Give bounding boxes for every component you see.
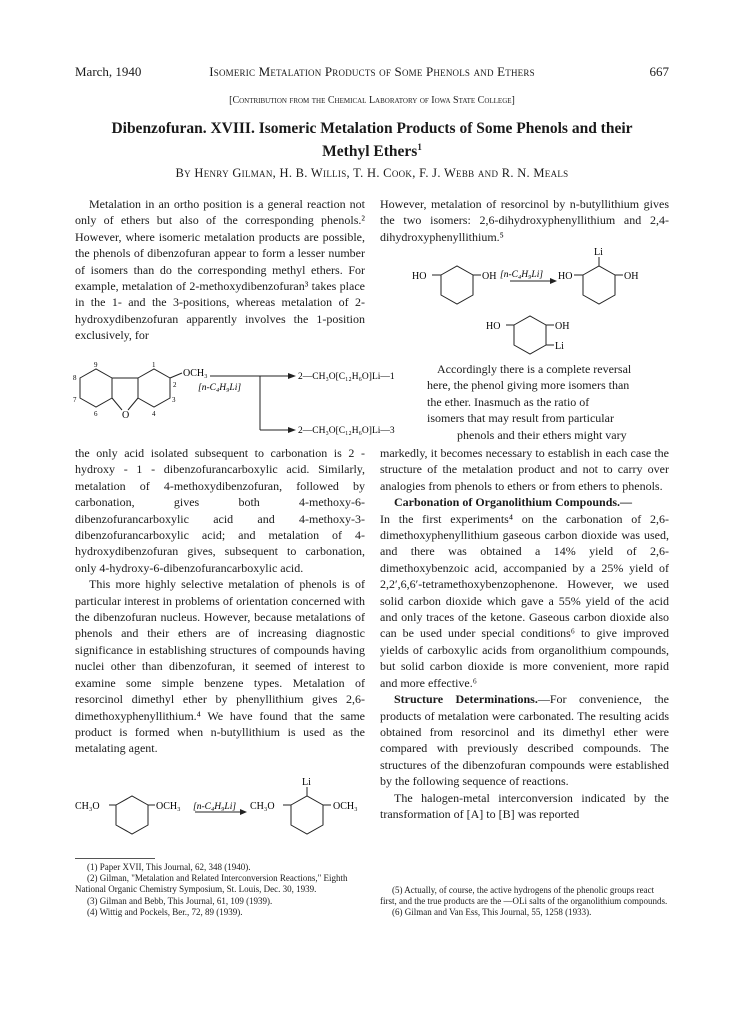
- ring-oxygen: O: [122, 410, 130, 421]
- product-methoxy-left: CH₃O: [250, 801, 275, 812]
- product-b-hydroxy-right: OH: [555, 321, 570, 332]
- product-3-lithio: 2—CH₃O[C₁₂H₆O]Li—3: [298, 426, 395, 436]
- reagent-label: [n-C₄H₉Li]: [500, 270, 544, 280]
- product-1-lithio: 2—CH₃O[C₁₂H₆O]Li—1: [298, 372, 395, 382]
- right-footnotes: [380, 885, 669, 919]
- author-line: By Henry Gilman, H. B. Willis, T. H. Cook, F. J. Webb and R. N. Meals: [175, 166, 569, 180]
- product-a-hydroxy-left: HO: [558, 271, 573, 282]
- methoxy-label: OCH₃: [183, 368, 208, 379]
- heading-carbonation: Carbonation of Organolithium Compounds.—: [394, 495, 633, 510]
- right-wrap-block: [427, 361, 669, 443]
- title-line-2: Methyl Ethers$^1$: [322, 142, 422, 161]
- wrap-line-1: Accordingly there is a complete reversal: [437, 362, 632, 376]
- heading-structure: Structure Determinations.: [394, 692, 538, 707]
- right-column-part1: [380, 196, 669, 245]
- position-9: 9: [94, 361, 98, 369]
- left-column-part2: [75, 445, 365, 757]
- title-footnote-mark: 1: [417, 142, 422, 152]
- ether-ring: [116, 796, 148, 834]
- lithiated-resorcinol-ring-b: [514, 316, 546, 354]
- product-b-lithium: Li: [555, 341, 564, 352]
- product-a-lithium: Li: [594, 247, 603, 258]
- left-benzene-ring: [80, 369, 112, 407]
- running-title: Isomeric Metalation Products of Some Phenols and Ethers: [209, 64, 535, 79]
- resorcinol-ring: [441, 266, 473, 304]
- right-para-5: The halogen-metal interconversion indicated by the transformation of [A] to [B] was reported: [380, 790, 669, 821]
- wrap-line-2: here, the phenol giving more isomers than: [427, 378, 630, 393]
- position-6: 6: [94, 410, 98, 418]
- wrap-line-3: the ether. Inasmuch as the ratio of: [427, 394, 590, 409]
- right-column-part2: [380, 445, 669, 822]
- right-para-3: In the first experiments⁴ on the carbonation of 2,6-dimethoxyphenyllithium gaseous carbon dioxide was used, and there was obtained a 14% yield of 2,6-dimethoxybenzoic acid, accompanied by a 25% yield of 2,2′,6,6′-tetramethoxybenzophenone. However, we used solid carbon dioxide which gave a 55% yield of the acid and only traces of the ketone. Gaseous carbon dioxide also can be used under special conditions⁶ to give improved yields of carboxylic acids from organolithium compounds, but solid carbon dioxide is more convenient, more rapid and more effective.⁶: [380, 511, 669, 690]
- product-b-hydroxy-left: HO: [486, 321, 501, 332]
- position-2: 2: [173, 381, 177, 389]
- footnote-3: (3) Gilman and Bebb, This Journal, 61, 109 (1939).: [87, 895, 273, 906]
- lithium-label: Li: [302, 777, 311, 788]
- reagent-label: [n-C₄H₉Li]: [193, 802, 237, 812]
- lithiated-resorcinol-ring-a: [583, 266, 615, 304]
- dibenzofuran-scheme: [60, 360, 395, 440]
- running-header: [75, 64, 669, 82]
- title-line-1: Dibenzofuran. XVIII. Isomeric Metalation Products of Some Phenols and their: [111, 120, 633, 137]
- footnote-4: (4) Wittig and Pockels, Ber., 72, 89 (1939).: [87, 906, 243, 917]
- position-8: 8: [73, 374, 77, 382]
- footnote-rule-left: [75, 858, 155, 859]
- right-para-1: However, metalation of resorcinol by n-butyllithium gives the two isomers: 2,6-dihydroxyphenyllithium and 2,4-dihydroxyphenyllithium.⁵: [380, 197, 669, 244]
- footnote-5: (5) Actually, of course, the active hydrogens of the phenolic groups react first, and the true products are the —OLi salts of the organolithium compounds.: [380, 885, 668, 907]
- issue-date: March, 1940: [75, 64, 142, 79]
- contribution-line: [Contribution from the Chemical Laboratory of Iowa State College]: [229, 95, 515, 106]
- wrap-line-5: phenols and their ethers might vary: [457, 427, 627, 442]
- left-para-2: the only acid isolated subsequent to carbonation is 2 - hydroxy - 1 - dibenzofurancarboxylic acid. Similarly, metalation of 4-methoxydibenzofuran, followed by carbonation, gives both 4-methoxy-6-dibenzofurancarboxylic acid and 4-methoxy-3-dibenzofurancarboxylic acid; and metalation of 4-hydroxydibenzofuran gives, subsequent to carbonation, only 4-hydroxy-6-dibenzofurancarboxylic acid.: [75, 446, 365, 575]
- hydroxy-right-label: OH: [482, 271, 497, 282]
- left-para-3: This more highly selective metalation of phenols is of particular interest in problems of orientation concerned with the dibenzofuran nucleus. However, because metalations of phenols and their ethers are of increasing diagnostic significance in establishing structures of compounds having nuclei other than dibenzofuran, it seemed of interest to examine some simple benzene types. Metalation of resorcinol dimethyl ether by phenyllithium gives 2,6-dimethoxyphenyllithium.⁴ We have found that the same product is formed when n-butyllithium is used as the metalating agent.: [75, 577, 365, 756]
- left-para-1: Metalation in an ortho position is a general reaction not only of ethers but also of the corresponding phenols.² However, where isomeric metalation products are possible, the phenols of dibenzofuran appear to form a lesser number of isomers than do the corresponding methyl ethers. For example, metalation of 2-methoxydibenzofuran³ takes place in the 1- and the 3-positions, whereas metalation of 2-hydroxydibenzofuran apparently involves the 1-position exclusively, for: [75, 197, 365, 343]
- footnote-1: (1) Paper XVII, This Journal, 62, 348 (1940).: [87, 862, 251, 872]
- lithiated-ether-ring: [291, 796, 323, 834]
- methoxy-left-label: CH₃O: [75, 801, 100, 812]
- product-a-hydroxy-right: OH: [624, 271, 639, 282]
- reagent-label: [n-C₄H₉Li]: [198, 383, 242, 393]
- wrap-line-4: isomers that may result from particular: [427, 411, 614, 426]
- left-footnotes: [75, 862, 365, 918]
- resorcinol-ether-scheme: [75, 775, 365, 853]
- hydroxy-left-label: HO: [412, 271, 427, 282]
- right-para-4: Structure Determinations.—For convenience, the products of metalation were carbonated. The resulting acids obtained from resorcinol and its dimethyl ether were compared with previously described compounds. The structures of the dibenzofuran compounds were established by the following sequence of reactions.: [380, 692, 670, 789]
- resorcinol-scheme: [380, 245, 669, 360]
- left-column-part1: [75, 196, 365, 344]
- position-4: 4: [152, 410, 156, 418]
- article-title: [75, 119, 669, 161]
- product-methoxy-right: OCH₃: [333, 801, 358, 812]
- footnote-2: (2) Gilman, "Metalation and Related Interconversion Reactions," Eighth National Organic Chemistry Symposium, St. Louis, Dec. 30, 1939.: [75, 873, 348, 895]
- position-3: 3: [172, 396, 176, 404]
- right-benzene-ring: [138, 369, 170, 407]
- footnote-6: (6) Gilman and Van Ess, This Journal, 55, 1258 (1933).: [392, 907, 592, 918]
- position-1: 1: [152, 361, 156, 369]
- methoxy-right-label: OCH₃: [156, 801, 181, 812]
- page-number: 667: [649, 64, 669, 79]
- position-7: 7: [73, 396, 77, 404]
- right-para-2-rest: markedly, it becomes necessary to establish in each case the structure of the metalation product and not to carry over analogies from phenols to ethers or from ethers to phenols.: [380, 446, 669, 493]
